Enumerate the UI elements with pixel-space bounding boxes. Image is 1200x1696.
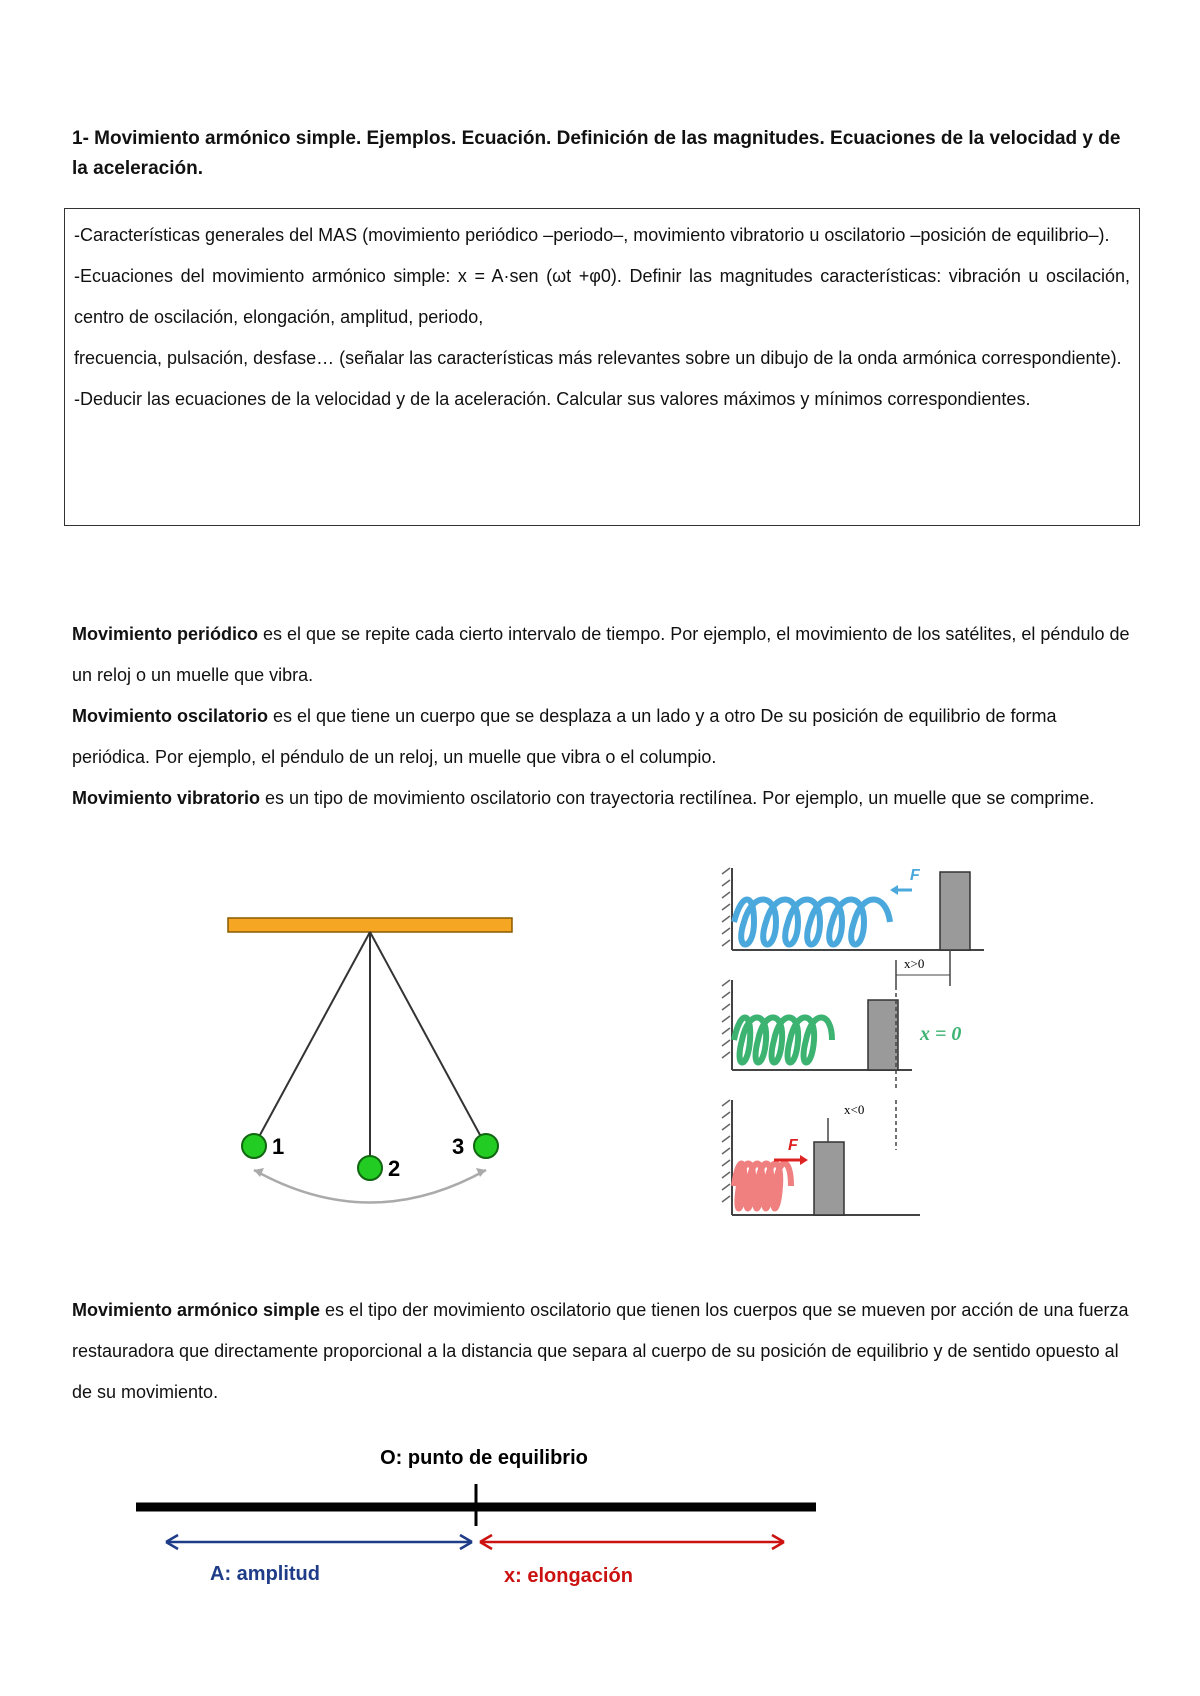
criteria-paragraph: -Características generales del MAS (movimiento periódico –periodo–, movimiento vibratorio u oscilatorio –posición de equilibrio–).	[74, 225, 1110, 245]
definition-mas	[72, 1290, 1132, 1413]
force-label: F	[910, 867, 920, 884]
amplitude-label: A: amplitud	[210, 1563, 320, 1585]
section-heading: 1- Movimiento armónico simple. Ejemplos. Ecuación. Definición de las magnitudes. Ecuaciones de la velocidad y de la aceleración.	[72, 128, 1121, 179]
spring-panel-equilibrium	[722, 980, 961, 1090]
pendulum-label-3: 3	[452, 1134, 465, 1159]
spring-panel-compressed	[722, 1100, 920, 1215]
definition-text: es el que tiene un cuerpo que se desplaza a un lado y a otro De su posición de equilibrio de forma periódica. Por ejemplo, el péndulo de un reloj, un muelle que vibra o el columpio.	[72, 706, 1057, 767]
mass-block	[814, 1142, 844, 1215]
x-negative-label: x<0	[844, 1102, 865, 1117]
wall-hatching	[722, 868, 730, 946]
criteria-box	[64, 208, 1140, 526]
definitions-section	[72, 614, 1132, 819]
spring-figure	[708, 860, 988, 1230]
spring-red	[734, 1164, 791, 1209]
pendulum-bob-1	[242, 1134, 266, 1158]
definition-vibratorio	[72, 778, 1132, 819]
criteria-paragraph: -Ecuaciones del movimiento armónico simple: x = A·sen (ωt +φ0). Definir las magnitudes características: vibración u oscilación, centro de oscilación, elongación, amplitud, periodo,	[74, 266, 1130, 327]
equilibrium-label: O: punto de equilibrio	[380, 1447, 588, 1469]
definition-periodico	[72, 614, 1132, 696]
pendulum-string-right	[370, 932, 486, 1146]
definition-term: Movimiento armónico simple	[72, 1300, 321, 1320]
definition-oscilatorio	[72, 696, 1132, 778]
elongation-label: x: elongación	[504, 1565, 633, 1587]
mass-block	[940, 872, 970, 950]
pendulum-bob-3	[474, 1134, 498, 1158]
definition-text: es un tipo de movimiento oscilatorio con trayectoria rectilínea. Por ejemplo, un muelle que se comprime.	[260, 788, 1095, 808]
pendulum-label-1: 1	[272, 1134, 285, 1159]
mas-definition-section	[72, 1290, 1132, 1413]
pendulum-figure	[220, 900, 540, 1210]
definition-term: Movimiento periódico	[72, 624, 259, 644]
definition-term: Movimiento vibratorio	[72, 788, 261, 808]
spring-blue	[734, 900, 890, 945]
x-zero-label: x = 0	[920, 1023, 962, 1045]
wall-hatching	[722, 980, 730, 1058]
force-arrowhead	[800, 1155, 808, 1165]
wall-hatching	[722, 1100, 730, 1202]
criteria-paragraph: frecuencia, pulsación, desfase… (señalar las características más relevantes sobre un dibujo de la onda armónica correspondiente).	[74, 348, 1122, 368]
axis-diagram	[120, 1440, 840, 1590]
definition-text: es el tipo der movimiento oscilatorio que tienen los cuerpos que se mueven por acción de una fuerza restauradora que directamente proporcional a la distancia que separa al cuerpo de su posición de equilibrio y de sentido opuesto al de su movimiento.	[72, 1300, 1129, 1402]
force-arrowhead	[890, 885, 898, 895]
pendulum-bob-2	[358, 1156, 382, 1180]
mass-block	[868, 1000, 898, 1070]
spring-panel-extended	[722, 867, 984, 986]
definition-text: es el que se repite cada cierto intervalo de tiempo. Por ejemplo, el movimiento de los satélites, el péndulo de un reloj o un muelle que vibra.	[72, 624, 1130, 685]
spring-green	[734, 1018, 832, 1063]
definition-term: Movimiento oscilatorio	[72, 706, 269, 726]
criteria-paragraph: -Deducir las ecuaciones de la velocidad y de la aceleración. Calcular sus valores máximos y mínimos correspondientes.	[74, 389, 1031, 409]
force-label: F	[788, 1137, 798, 1154]
pendulum-support-bar	[228, 918, 512, 932]
pendulum-label-2: 2	[388, 1156, 401, 1181]
x-positive-label: x>0	[904, 956, 925, 971]
pendulum-string-left	[254, 932, 370, 1146]
